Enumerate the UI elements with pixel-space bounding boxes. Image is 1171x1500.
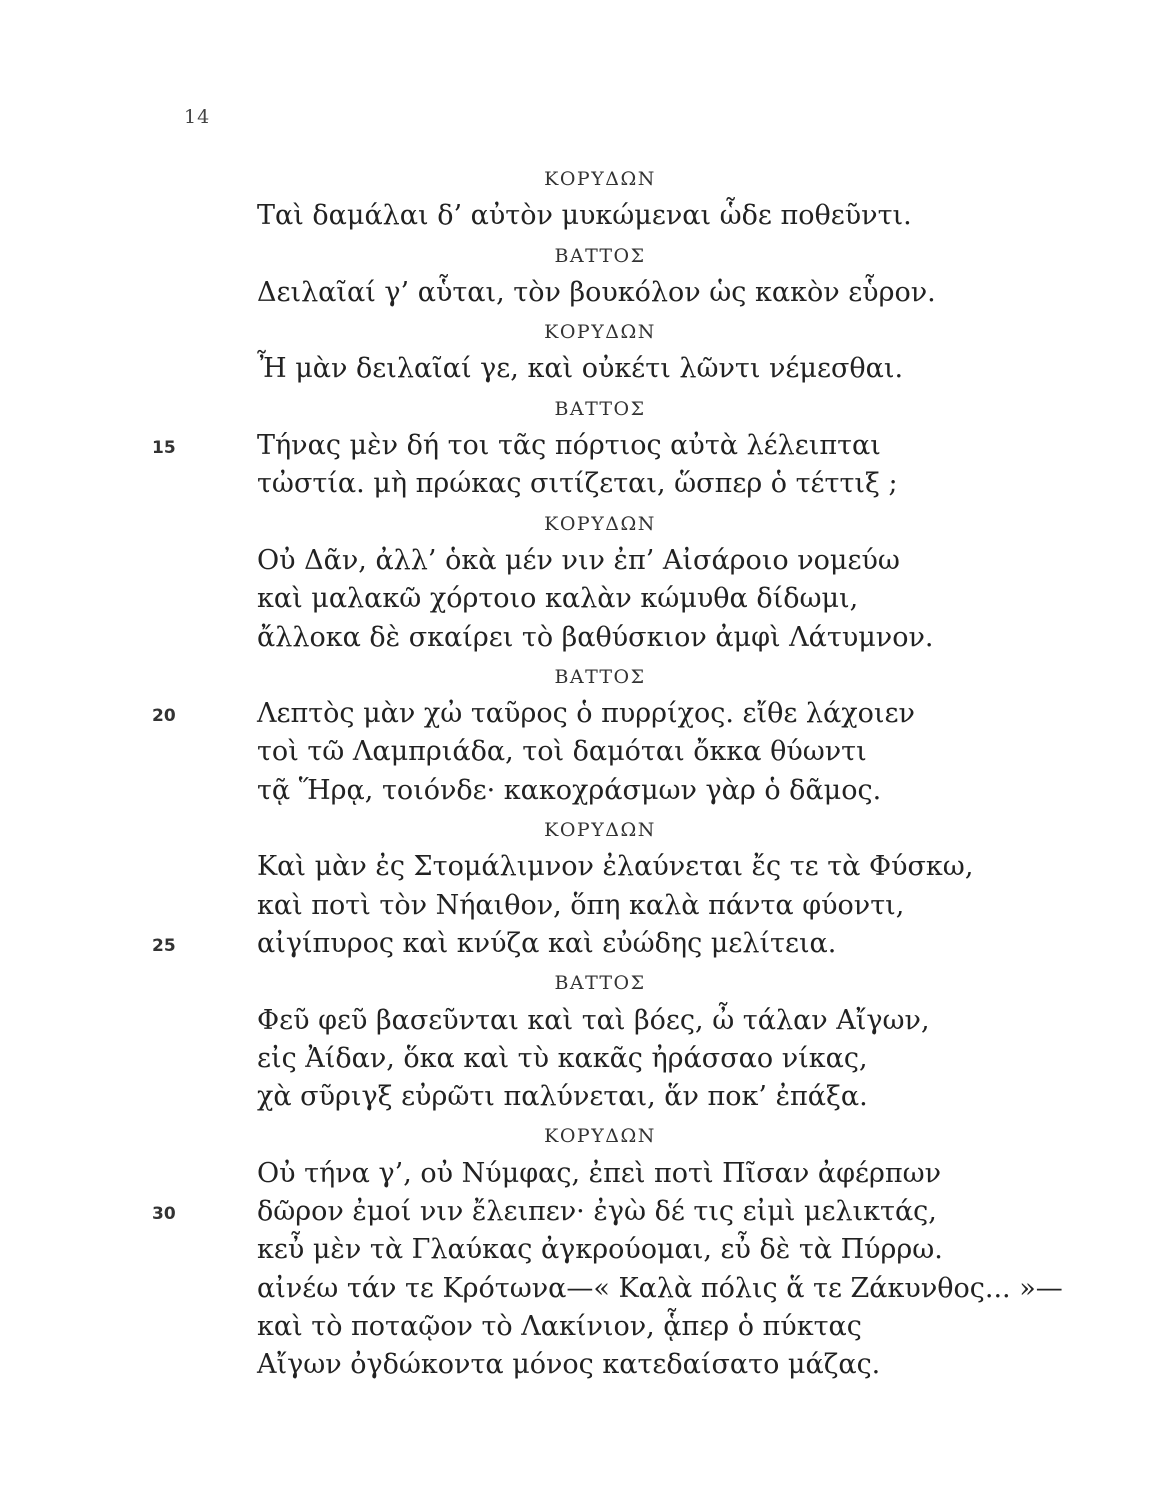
line-number: 30	[152, 1204, 176, 1225]
speaker-name: ΚΟΡΥΔΩΝ	[544, 1125, 656, 1148]
verse-line	[0, 1041, 1171, 1079]
verse-line	[0, 1347, 1171, 1385]
speaker-row	[0, 811, 1171, 849]
speaker-name: ΚΟΡΥΔΩΝ	[544, 819, 656, 842]
speaker-name: ΚΟΡΥΔΩΝ	[544, 168, 656, 190]
verse-line	[0, 1271, 1171, 1309]
speaker-row	[0, 505, 1171, 543]
verse-line	[0, 888, 1171, 926]
speaker-row	[0, 390, 1171, 428]
verse-text: αἰνέω τάν τε Κρότωνα—« Καλὰ πόλις ἅ τε Ζάκυνθος... »—	[257, 1272, 1063, 1304]
speaker-name: ΒΑΤΤΟΣ	[554, 665, 646, 688]
speaker-row	[0, 964, 1171, 1002]
line-number: 25	[152, 935, 176, 956]
verse-text: Δειλαῖαί γ’ αὗται, τὸν βουκόλον ὡς κακὸν εὗρον.	[257, 276, 936, 308]
verse-line	[0, 1156, 1171, 1194]
verse-line	[0, 198, 1171, 236]
speaker-row	[0, 237, 1171, 275]
verse-text: Αἴγων ὀγδώκοντα μόνος κατεδαίσατο μάζας.	[257, 1349, 881, 1381]
verse-text: κεὖ μὲν τὰ Γλαύκας ἀγκρούομαι, εὖ δὲ τὰ Πύρρω.	[257, 1234, 943, 1266]
speaker-row	[0, 658, 1171, 696]
verse-line	[0, 926, 1171, 964]
verse-text: εἰς Ἀίδαν, ὅκα καὶ τὺ κακᾶς ἠράσσαο νίκας,	[257, 1042, 868, 1074]
verse-line	[0, 849, 1171, 887]
speaker-row	[0, 160, 1171, 198]
verse-line	[0, 466, 1171, 504]
speaker-name: ΚΟΡΥΔΩΝ	[544, 321, 656, 344]
poem-text	[0, 160, 1171, 1386]
verse-line	[0, 275, 1171, 313]
verse-line	[0, 543, 1171, 581]
verse-text: Οὐ Δᾶν, ἀλλ’ ὁκὰ μέν νιν ἐπ’ Αἰσάροιο νομεύω	[257, 544, 900, 576]
verse-text: Οὐ τήνα γ’, οὐ Νύμφας, ἐπεὶ ποτὶ Πῖσαν ἀφέρπων	[257, 1157, 942, 1189]
verse-text: καὶ τὸ ποταῷον τὸ Λακίνιον, ᾇπερ ὁ πύκτας	[257, 1310, 862, 1342]
verse-text: Ταὶ δαμάλαι δ’ αὐτὸν μυκώμεναι ὧδε ποθεῦντι.	[257, 200, 912, 232]
line-number: 15	[152, 438, 176, 459]
verse-text: τοὶ τῶ Λαμπριάδα, τοὶ δαμόται ὄκκα θύωντι	[257, 736, 867, 768]
speaker-name: ΒΑΤΤΟΣ	[554, 397, 646, 420]
verse-text: αἰγίπυρος καὶ κνύζα καὶ εὐώδης μελίτεια.	[257, 927, 837, 959]
speaker-row	[0, 1117, 1171, 1155]
verse-line	[0, 428, 1171, 466]
verse-line	[0, 696, 1171, 734]
verse-line	[0, 581, 1171, 619]
verse-text: χὰ σῦριγξ εὐρῶτι παλύνεται, ἅν ποκ’ ἐπάξα.	[257, 1081, 868, 1113]
speaker-name: ΒΑΤΤΟΣ	[554, 244, 646, 267]
verse-line	[0, 773, 1171, 811]
verse-line	[0, 351, 1171, 389]
verse-text: Τήνας μὲν δή τοι τᾶς πόρτιος αὐτὰ λέλειπται	[257, 430, 881, 462]
verse-text: τὠστία. μὴ πρώκας σιτίζεται, ὥσπερ ὁ τέττιξ ;	[257, 468, 898, 500]
speaker-name: ΚΟΡΥΔΩΝ	[544, 512, 656, 535]
verse-line	[0, 620, 1171, 658]
verse-text: τᾷ Ἥρᾳ, τοιόνδε· κακοχράσμων γὰρ ὁ δᾶμος.	[257, 774, 882, 806]
verse-text: Λεπτὸς μὰν χὠ ταῦρος ὁ πυρρίχος. εἴθε λάχοιεν	[257, 698, 915, 730]
verse-line	[0, 1309, 1171, 1347]
speaker-name: ΒΑΤΤΟΣ	[554, 972, 646, 995]
verse-text: δῶρον ἐμοί νιν ἔλειπεν· ἐγὼ δέ τις εἰμὶ μελικτάς,	[257, 1196, 937, 1228]
speaker-row	[0, 313, 1171, 351]
verse-line	[0, 1232, 1171, 1270]
verse-line	[0, 734, 1171, 772]
verse-text: Ἦ μὰν δειλαῖαί γε, καὶ οὐκέτι λῶντι νέμεσθαι.	[257, 353, 904, 385]
line-number: 20	[152, 706, 176, 727]
verse-text: Καὶ μὰν ἐς Στομάλιμνον ἐλαύνεται ἔς τε τὰ Φύσκω,	[257, 851, 974, 883]
verse-text: ἄλλοκα δὲ σκαίρει τὸ βαθύσκιον ἀμφὶ Λάτυμνον.	[257, 621, 934, 653]
verse-line	[0, 1003, 1171, 1041]
verse-line	[0, 1079, 1171, 1117]
verse-line	[0, 1194, 1171, 1232]
verse-text: Φεῦ φεῦ βασεῦνται καὶ ταὶ βόες, ὦ τάλαν Αἴγων,	[257, 1004, 930, 1036]
verse-text: καὶ ποτὶ τὸν Νήαιθον, ὅπη καλὰ πάντα φύοντι,	[257, 889, 905, 921]
page-number: 14	[184, 106, 211, 128]
verse-text: καὶ μαλακῶ χόρτοιο καλὰν κώμυθα δίδωμι,	[257, 583, 859, 615]
